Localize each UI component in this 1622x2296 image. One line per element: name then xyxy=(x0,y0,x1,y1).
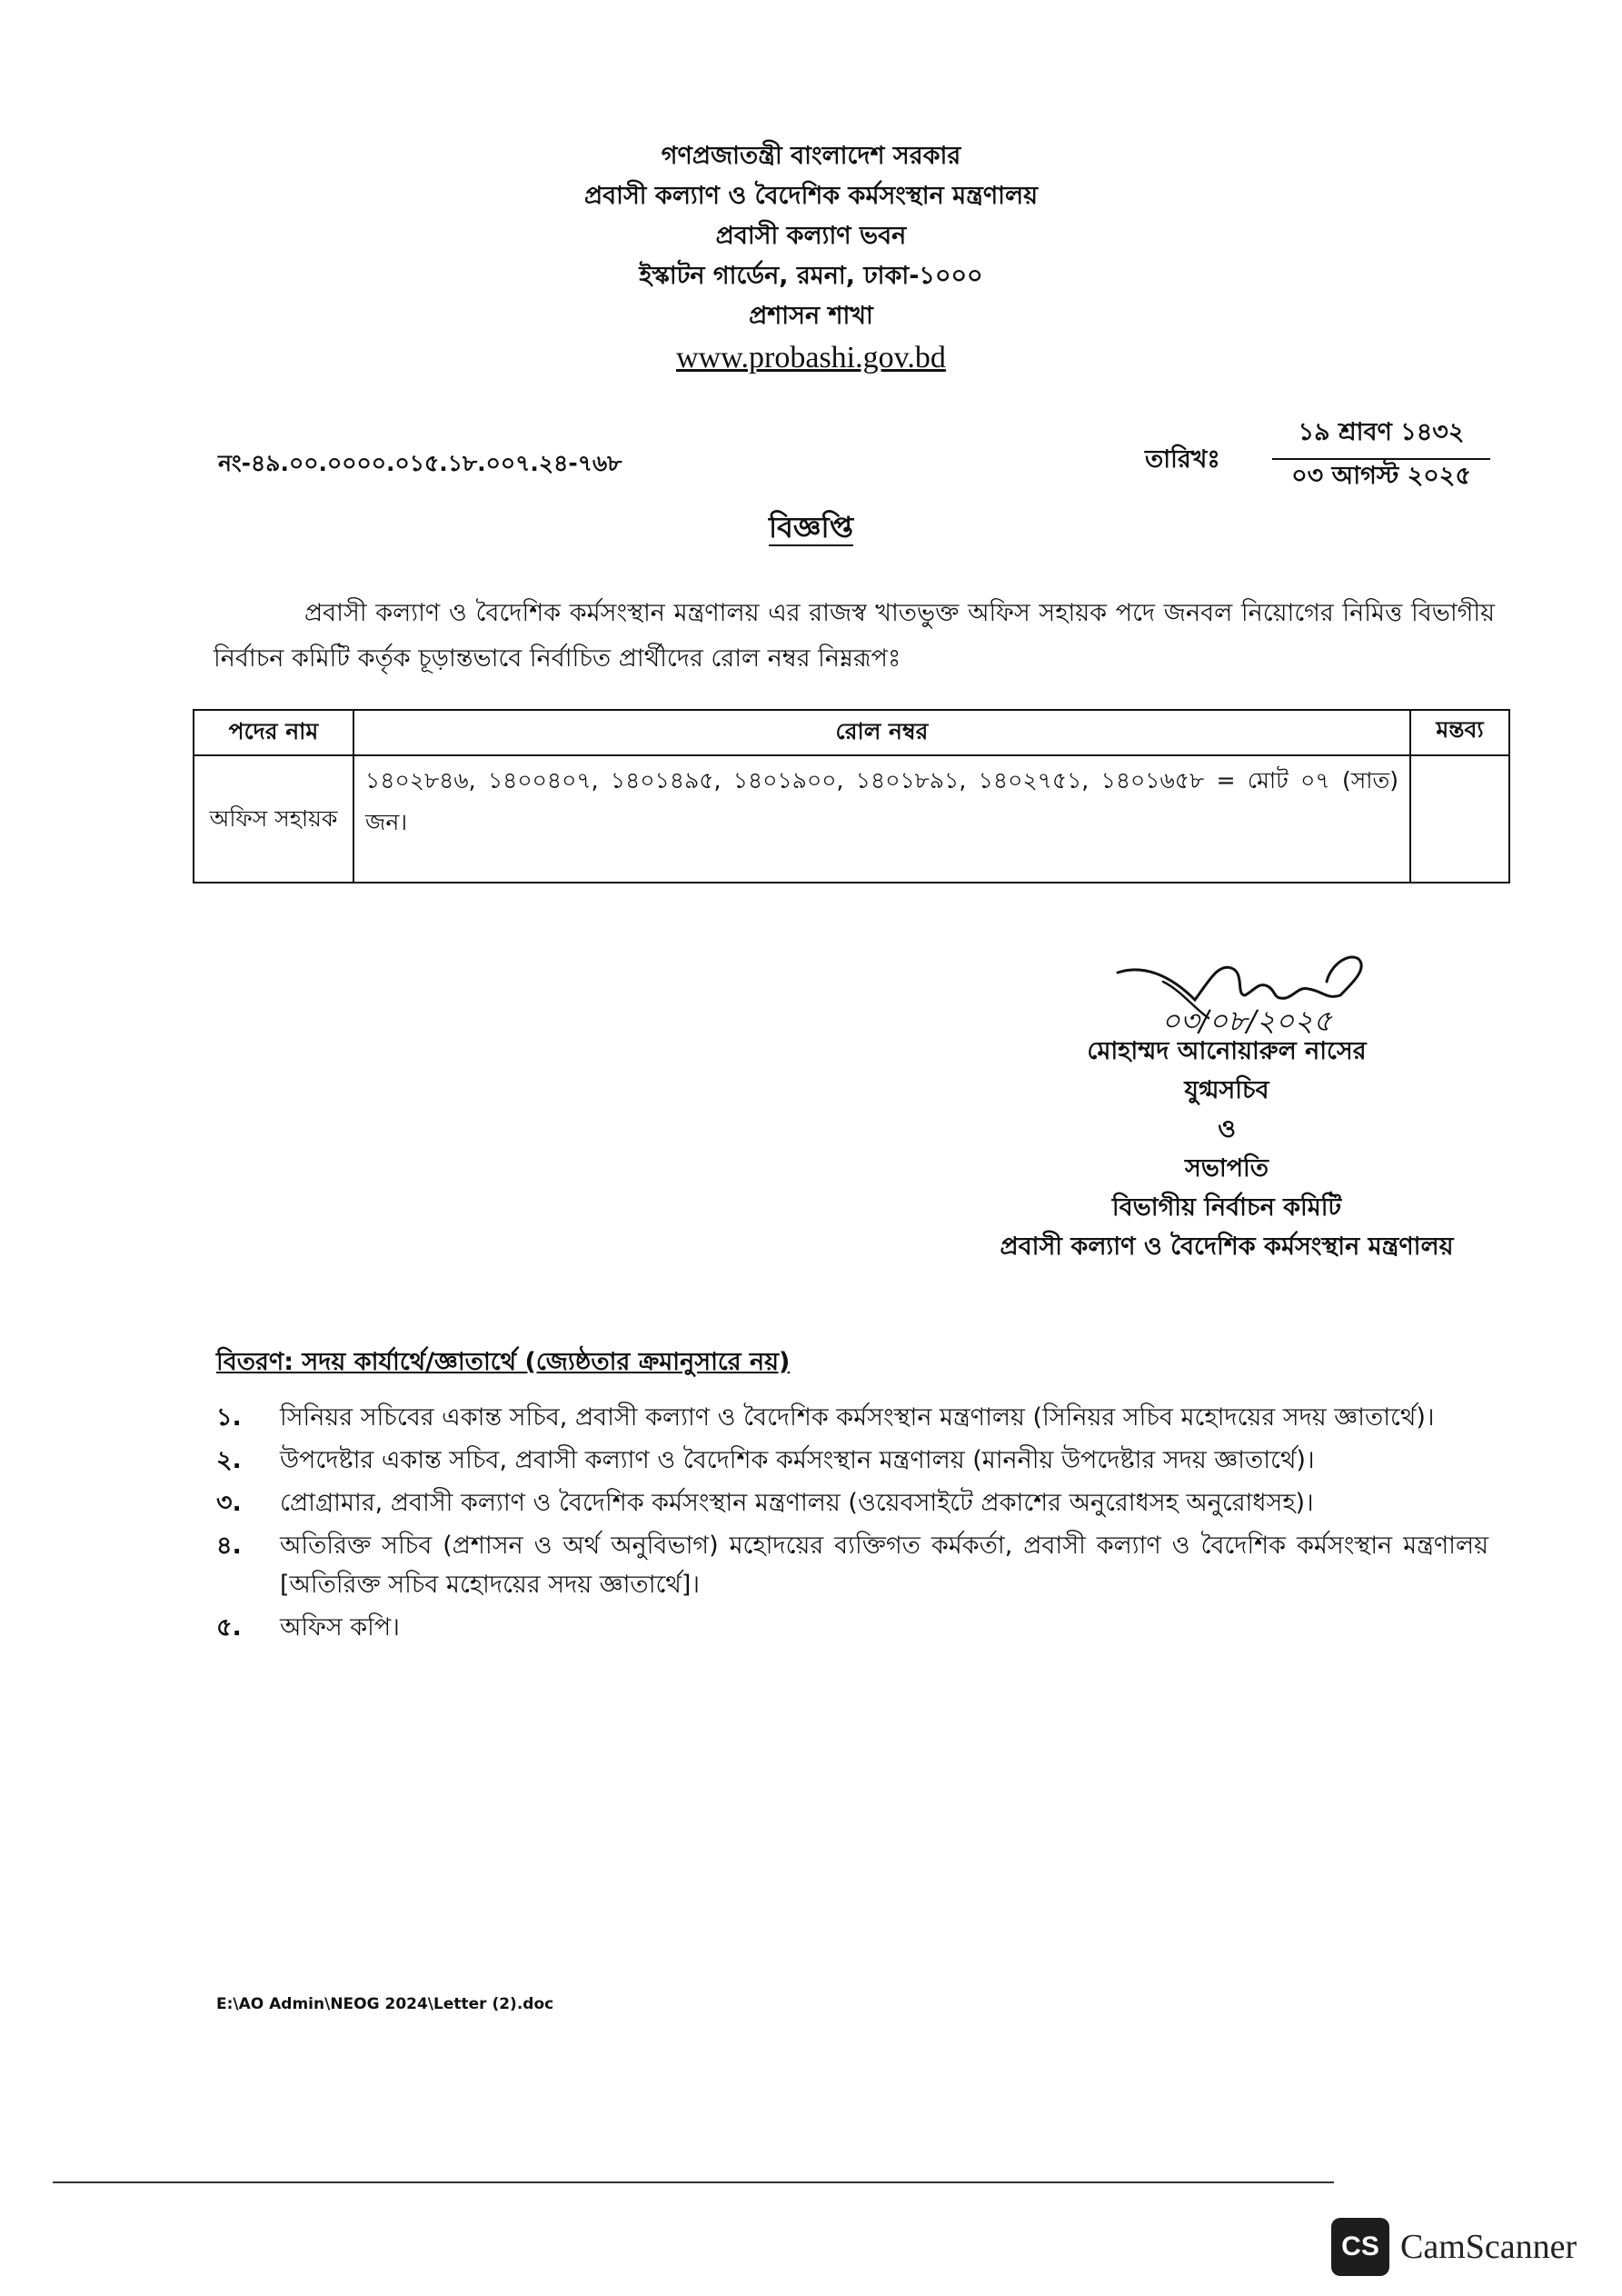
list-item-number: ৩. xyxy=(216,1489,242,1517)
table-row xyxy=(194,755,1509,883)
date-english: ০৩ আগস্ট ২০২৫ xyxy=(1291,462,1471,490)
list-item-number: ১. xyxy=(216,1403,242,1432)
list-item xyxy=(216,1608,1488,1647)
signatory-name: মোহাম্মদ আনোয়ারুল নাসের xyxy=(1087,1037,1367,1065)
header-ministry: প্রবাসী কল্যাণ ও বৈদেশিক কর্মসংস্থান মন্ত্রণালয় xyxy=(583,182,1039,210)
list-item-text: সিনিয়র সচিবের একান্ত সচিব, প্রবাসী কল্যাণ ও বৈদেশিক কর্মসংস্থান মন্ত্রণালয় (সিনিয়র সচিব মহোদয়ের সদয় জ্ঞাতার্থে)। xyxy=(280,1403,1435,1432)
list-item-text: অফিস কপি। xyxy=(280,1613,400,1642)
camscanner-watermark xyxy=(1331,2218,1577,2276)
notice-title xyxy=(0,504,1622,554)
list-item xyxy=(216,1398,1488,1437)
signatory-ministry: প্রবাসী কল্যাণ ও বৈদেশিক কর্মসংস্থান মন্ত্রণালয় xyxy=(1000,1233,1454,1261)
footer-divider xyxy=(53,2181,1334,2183)
column-header-remarks: মন্তব্য xyxy=(1410,710,1509,755)
list-item xyxy=(216,1441,1488,1480)
list-item-number: ৫. xyxy=(216,1613,242,1642)
distribution-list xyxy=(216,1398,1488,1651)
list-item-number: ২. xyxy=(216,1446,242,1474)
signatory-conjunction: ও xyxy=(1218,1115,1236,1143)
cell-remarks xyxy=(1410,755,1509,883)
signatory-committee: বিভাগীয় নির্বাচন কমিটি xyxy=(1111,1193,1342,1222)
list-item-text: অতিরিক্ত সচিব (প্রশাসন ও অর্থ অনুবিভাগ) মহোদয়ের ব্যক্তিগত কর্মকর্তা, প্রবাসী কল্যাণ ও বৈদেশিক কর্মসংস্থান মন্ত্রণালয় [অতিরিক্ত সচিব মহোদয়ের সদয় জ্ঞাতার্থে]। xyxy=(280,1532,1488,1599)
notice-title-text: বিজ্ঞপ্তি xyxy=(768,510,854,544)
signatory-role: সভাপতি xyxy=(1184,1154,1269,1183)
file-path-footer: E:\AO Admin\NEOG 2024\Letter (2).doc xyxy=(216,1995,554,2013)
signatory-designation: যুগ্মসচিব xyxy=(1184,1076,1269,1104)
header-website[interactable] xyxy=(0,338,1622,378)
header-section: প্রশাসন শাখা xyxy=(749,302,873,330)
distribution-title: বিতরণ: সদয় কার্যার্থে/জ্ঞাতার্থে (জ্যেষ্ঠতার ক্রমানুসারে নয়) xyxy=(216,1348,791,1376)
date-bangla: ১৯ শ্রাবণ ১৪৩২ xyxy=(1272,414,1490,460)
signature-handwritten-date: ০৩/০৮/২০২৫ xyxy=(1161,1003,1332,1038)
cell-rolls: ১৪০২৮৪৬, ১৪০০৪০৭, ১৪০১৪৯৫, ১৪০১৯০০, ১৪০১৮৯১, ১৪০২৭৫১, ১৪০১৬৫৮ = মোট ০৭ (সাত) জন। xyxy=(353,755,1410,883)
column-header-roll: রোল নম্বর xyxy=(353,710,1410,755)
table-header-row xyxy=(194,710,1509,755)
header-address: ইস্কাটন গার্ডেন, রমনা, ঢাকা-১০০০ xyxy=(639,262,983,290)
cell-post: অফিস সহায়ক xyxy=(194,755,353,883)
header-government: গণপ্রজাতন্ত্রী বাংলাদেশ সরকার xyxy=(661,142,961,170)
camscanner-logo-icon: CS xyxy=(1331,2218,1389,2276)
notice-body: প্রবাসী কল্যাণ ও বৈদেশিক কর্মসংস্থান মন্ত্রণালয় এর রাজস্ব খাতভুক্ত অফিস সহায়ক পদে জনবল নিয়োগের নিমিত্ত বিভাগীয় নির্বাচন কমিটি কর্তৃক চূড়ান্তভাবে নির্বাচিত প্রার্থীদের রোল নম্বর নিম্নরূপঃ xyxy=(214,599,1495,673)
date-label: তারিখঃ xyxy=(1145,445,1220,474)
camscanner-text: CamScanner xyxy=(1400,2228,1577,2266)
list-item xyxy=(216,1483,1488,1522)
memo-number: নং-৪৯.০০.০০০০.০১৫.১৮.০০৭.২৪-৭৬৮ xyxy=(218,450,622,476)
website-link[interactable]: www.probashi.gov.bd xyxy=(676,341,946,374)
roll-number-table xyxy=(193,709,1510,883)
header-building: প্রবাসী কল্যাণ ভবন xyxy=(715,222,907,250)
list-item xyxy=(216,1526,1488,1604)
list-item-text: উপদেষ্টার একান্ত সচিব, প্রবাসী কল্যাণ ও বৈদেশিক কর্মসংস্থান মন্ত্রণালয় (মাননীয় উপদেষ্টার সদয় জ্ঞাতার্থে)। xyxy=(280,1446,1315,1474)
signatory-block xyxy=(909,1032,1545,1266)
list-item-number: ৪. xyxy=(216,1532,242,1560)
list-item-text: প্রোগ্রামার, প্রবাসী কল্যাণ ও বৈদেশিক কর্মসংস্থান মন্ত্রণালয় (ওয়েবসাইটে প্রকাশের অনুরোধসহ অনুরোধসহ)। xyxy=(280,1489,1314,1517)
column-header-post: পদের নাম xyxy=(194,710,353,755)
